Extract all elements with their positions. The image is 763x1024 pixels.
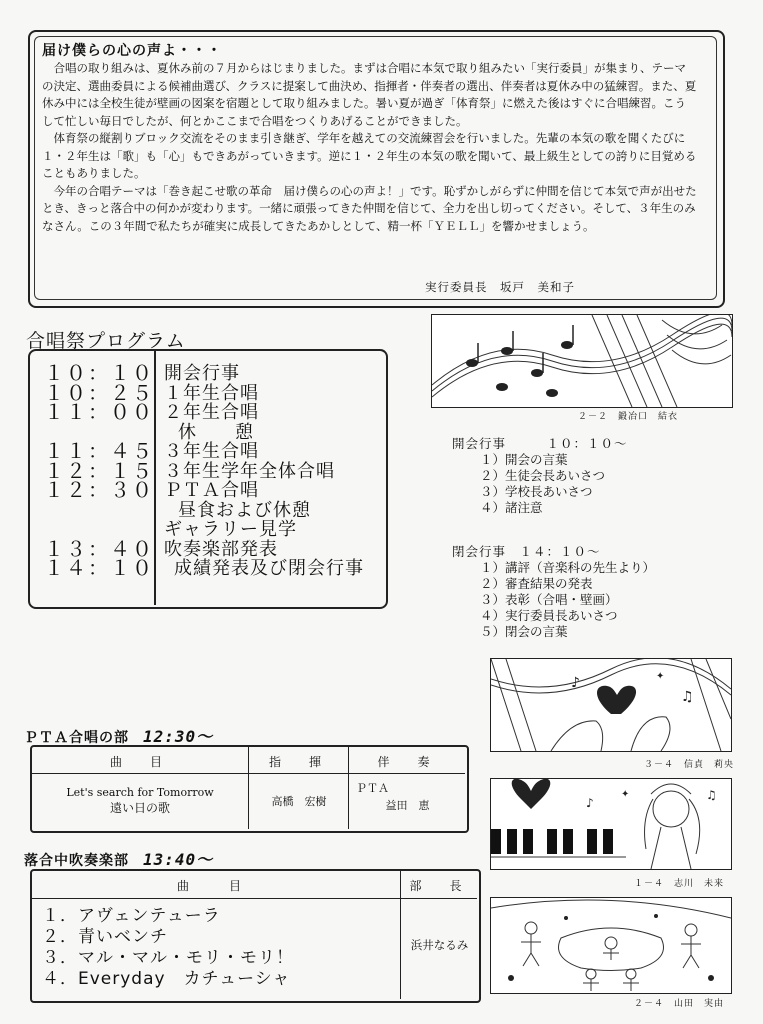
svg-text:♫: ♫ (681, 689, 694, 705)
pta-header-accompanist: 伴 奏 (377, 755, 438, 769)
program-event: ３年生合唱 (164, 441, 259, 462)
pta-header-song: 曲 目 (109, 755, 170, 769)
illustration-singing-girl (490, 778, 732, 870)
program-event: ＰＴＡ合唱 (164, 480, 259, 501)
program-time: １１：００ (44, 400, 154, 424)
program-divider (154, 351, 156, 605)
program-time: １０：１０ (44, 361, 154, 385)
closing-item: ５）閉会の言葉 (480, 624, 568, 639)
closing-heading: 閉会行事 １４：１０～ (452, 544, 601, 559)
program-event: １年生合唱 (164, 382, 259, 404)
program-event: 昼食および休憩 (178, 499, 311, 521)
program-times (44, 361, 154, 580)
illustration-caption: ２－２ 鍛冶口 結衣 (578, 412, 679, 422)
illustration-heart-hands (490, 658, 732, 752)
message-paragraph: 体育祭の縦割りブロック交流をそのまま引き継ぎ、学年を越えての交流練習会を行いました。先輩の本気の歌を聞くたびに１・２年生は「歌」も「心」もできあがっていきます。逆に１・２年生の本気の歌を聞いて、最上級生としての誇りに目覚めることもありました。 (42, 131, 697, 180)
pta-group: ＰＴＡ (356, 782, 389, 795)
program-time: １３：４０ (44, 536, 154, 561)
illustration-caption: ２－４ 山田 実由 (634, 999, 725, 1009)
opening-heading: 開会行事 １０：１０～ (452, 436, 628, 451)
program-events (164, 364, 384, 579)
illustration-caption: １－４ 志川 未来 (634, 879, 725, 889)
svg-text:♫: ♫ (706, 788, 717, 802)
svg-text:♪: ♪ (586, 796, 594, 810)
program-event: ギャラリー見学 (164, 519, 297, 540)
pta-time: 12:30～ (143, 727, 214, 746)
band-col-divider (400, 871, 401, 999)
pta-header-conductor: 指 揮 (268, 755, 329, 769)
closing-item: ３）表彰（合唱・壁画） (480, 592, 618, 607)
pta-section-title (24, 724, 213, 747)
band-song: ４．Everyday カチューシャ (42, 969, 291, 989)
band-song: １．アヴェンテューラ (42, 906, 221, 926)
svg-text:✦: ✦ (656, 671, 665, 682)
illustration-dancing-figures (490, 897, 732, 994)
closing-item: ２）審査結果の発表 (480, 576, 593, 591)
program-event: 開会行事 (164, 363, 240, 384)
closing-item: １）講評（音楽科の先生より） (480, 560, 656, 575)
pta-col-divider (248, 747, 249, 829)
program-time: １１：４５ (44, 439, 154, 463)
program-event: 成績発表及び閉会行事 (174, 558, 364, 579)
svg-text:♪: ♪ (571, 675, 580, 691)
program-event: 休 憩 (178, 421, 254, 443)
opening-item: １）開会の言葉 (480, 452, 568, 467)
pta-accompanist: 益田 恵 (385, 799, 430, 812)
program-event: ２年生合唱 (164, 402, 259, 423)
band-time: 13:40～ (143, 850, 214, 869)
program-time: １２：３０ (44, 478, 154, 502)
closing-ceremony (452, 544, 655, 640)
pta-conductor: 高橋 宏樹 (271, 795, 327, 808)
band-leader: 浜井なるみ (410, 938, 469, 952)
illustration-caption: ３－４ 信貞 莉央 (644, 760, 735, 770)
opening-item: ３）学校長あいさつ (480, 484, 593, 499)
band-song: ３．マル・マル・モリ・モリ！ (42, 948, 294, 968)
band-header-song: 曲 目 (176, 879, 255, 893)
illustration-music-notes (431, 314, 733, 408)
band-table-header-line (32, 898, 477, 899)
opening-item: ４）諸注意 (480, 500, 543, 515)
band-song-list (42, 906, 294, 990)
message-title: 届け僕らの心の声よ・・・ (42, 43, 222, 59)
program-event: ３年生学年全体合唱 (164, 460, 335, 482)
message-paragraph: 合唱の取り組みは、夏休み前の７月からはじまりました。まずは合唱に本気で取り組みたい「実行委員」が集まり、テーマの決定、選曲委員による候補曲選び、クラスに提案して曲決め、指揮者・伴奏者の選出、伴奏者は夏休み中の猛練習。また、夏休み中には全校生徒が壁画の図案を宿題として取り組みました。暑い夏が過ぎ「体育祭」に燃えた後はすぐに合唱練習。こうして忙しい毎日でしたが、何とかここまで合唱をつくりあげることができました。 (42, 61, 697, 128)
opening-ceremony (452, 436, 628, 516)
band-title: 落合中吹奏楽部 (24, 853, 129, 869)
band-section-title (24, 847, 213, 870)
svg-text:✦: ✦ (621, 789, 630, 800)
program-time: １４：１０ (44, 556, 154, 580)
message-paragraph: 今年の合唱テーマは「巻き起こせ歌の革命 届け僕らの心の声よ！」です。恥ずかしがらずに仲間を信じて本気で声が出せたとき、きっと落合中の何かが変わります。一緒に頑張ってきた仲間を信じて、全力を出し切ってください。そして、３年生のみなさん。この３年間で私たちが確実に成長してきたあかしとして、精一杯「ＹＥＬＬ」を響かせましょう。 (42, 183, 697, 233)
pta-col-divider (348, 747, 349, 829)
pta-song-title-jp: 遠い日の歌 (109, 801, 170, 815)
program-title: 合唱祭プログラム (26, 330, 186, 352)
closing-item: ４）実行委員長あいさつ (480, 608, 618, 623)
band-header-leader: 部 長 (409, 879, 470, 893)
program-time: １２：１５ (44, 458, 154, 483)
pta-song-title-en: Let's search for Tomorrow (66, 786, 214, 799)
message-signature: 実行委員長 坂戸 美和子 (425, 280, 575, 294)
band-song: ２．青いベンチ (42, 927, 168, 947)
pta-title: ＰＴＡ合唱の部 (24, 730, 129, 746)
program-time (44, 501, 152, 521)
program-event: 吹奏楽部発表 (164, 538, 278, 560)
message-body (42, 60, 697, 235)
program-time: １０：２５ (44, 380, 154, 405)
opening-item: ２）生徒会長あいさつ (480, 468, 606, 483)
